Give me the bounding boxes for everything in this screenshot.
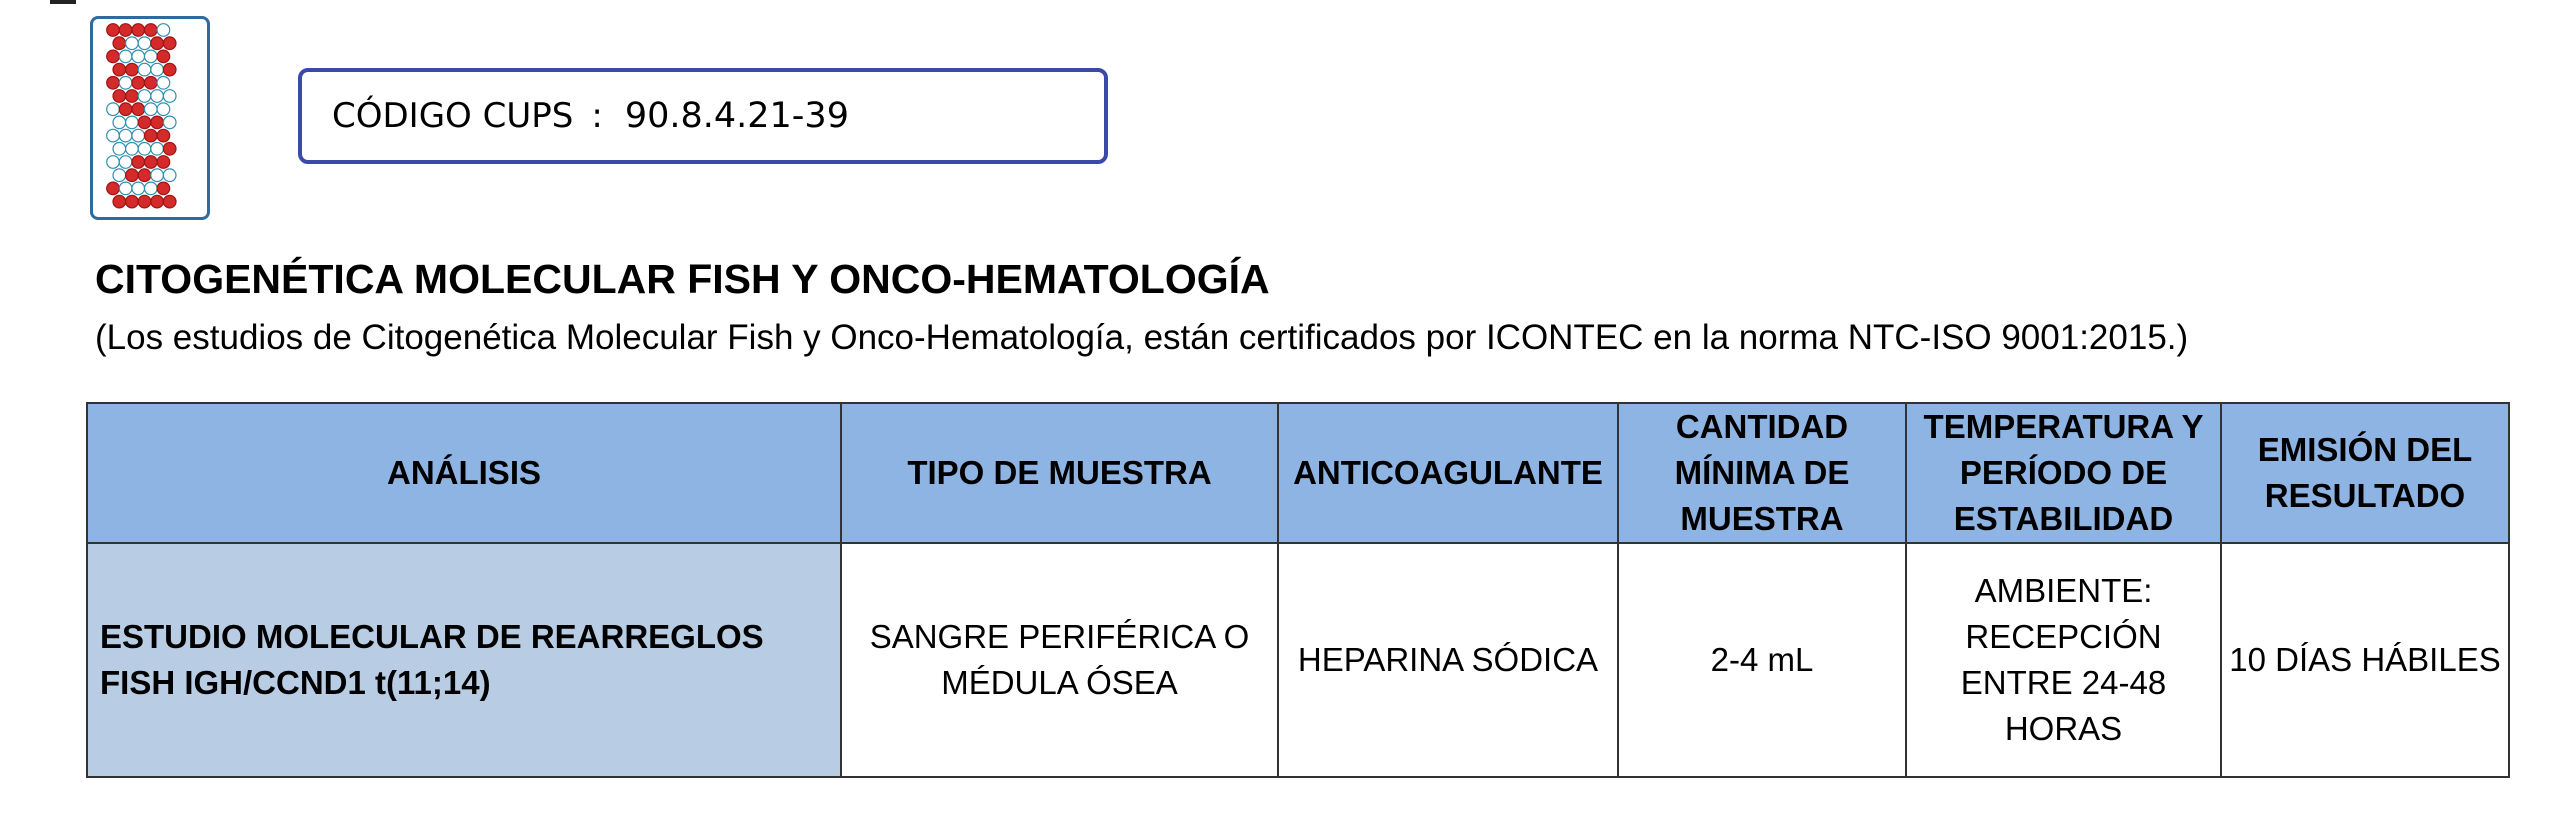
logo-dot-empty bbox=[157, 24, 170, 37]
cups-code-box bbox=[298, 68, 1108, 164]
logo-dot-filled bbox=[113, 63, 126, 76]
logo-dot-empty bbox=[163, 90, 176, 103]
logo-dot-filled bbox=[132, 24, 145, 37]
logo-dot-empty bbox=[145, 103, 158, 116]
logo-dot-empty bbox=[151, 169, 164, 182]
cell-min-quantity: 2-4 mL bbox=[1618, 543, 1906, 777]
logo-dot-empty bbox=[113, 169, 126, 182]
logo-dot-empty bbox=[107, 129, 120, 142]
logo-dot-empty bbox=[107, 103, 120, 116]
logo-dot-filled bbox=[145, 156, 158, 169]
cell-analysis: ESTUDIO MOLECULAR DE REARREGLOS FISH IGH/CCND1 t(11;14) bbox=[87, 543, 841, 777]
logo-dot-filled bbox=[107, 50, 120, 63]
page-title: CITOGENÉTICA MOLECULAR FISH Y ONCO-HEMATOLOGÍA bbox=[95, 256, 1270, 302]
logo-dot-filled bbox=[126, 90, 139, 103]
logo-dot-filled bbox=[157, 156, 170, 169]
logo-dot-empty bbox=[145, 50, 158, 63]
header-min-quantity: CANTIDAD MÍNIMA DE MUESTRA bbox=[1618, 403, 1906, 543]
logo-dot-filled bbox=[157, 50, 170, 63]
logo-dot-empty bbox=[107, 156, 120, 169]
logo-dot-empty bbox=[138, 90, 151, 103]
logo-dot-empty bbox=[132, 129, 145, 142]
logo-dot-filled bbox=[151, 195, 164, 208]
logo-dot-empty bbox=[126, 116, 139, 129]
cell-temperature-stability: AMBIENTE: RECEPCIÓN ENTRE 24-48 HORAS bbox=[1906, 543, 2221, 777]
logo-dot-filled bbox=[151, 116, 164, 129]
logo-dot-empty bbox=[163, 169, 176, 182]
logo-dot-empty bbox=[119, 77, 132, 90]
header-analysis: ANÁLISIS bbox=[87, 403, 841, 543]
logo-dot-filled bbox=[119, 103, 132, 116]
logo-dot-filled bbox=[132, 77, 145, 90]
logo-dot-empty bbox=[132, 182, 145, 195]
logo-dot-filled bbox=[138, 195, 151, 208]
logo-dot-filled bbox=[113, 90, 126, 103]
cups-label: CÓDIGO CUPS bbox=[332, 96, 574, 136]
logo-dot-filled bbox=[113, 37, 126, 50]
logo-dot-empty bbox=[126, 37, 139, 50]
logo-dot-filled bbox=[145, 24, 158, 37]
logo-dot-filled bbox=[107, 182, 120, 195]
logo-dot-empty bbox=[132, 50, 145, 63]
logo-dot-empty bbox=[151, 90, 164, 103]
logo-dot-filled bbox=[157, 182, 170, 195]
logo-dot-empty bbox=[119, 129, 132, 142]
header-sample-type: TIPO DE MUESTRA bbox=[841, 403, 1278, 543]
logo-dot-filled bbox=[113, 195, 126, 208]
logo-dot-empty bbox=[157, 77, 170, 90]
logo-dot-empty bbox=[138, 143, 151, 156]
header-anticoagulant: ANTICOAGULANTE bbox=[1278, 403, 1618, 543]
lab-logo-icon bbox=[90, 16, 210, 220]
logo-dot-empty bbox=[157, 103, 170, 116]
logo-dot-filled bbox=[157, 129, 170, 142]
logo-dot-filled bbox=[151, 37, 164, 50]
logo-dot-empty bbox=[119, 50, 132, 63]
logo-dot-filled bbox=[126, 195, 139, 208]
logo-dot-empty bbox=[119, 156, 132, 169]
cell-sample-type: SANGRE PERIFÉRICA O MÉDULA ÓSEA bbox=[841, 543, 1278, 777]
logo-dot-filled bbox=[145, 129, 158, 142]
page-subtitle: (Los estudios de Citogenética Molecular Fish y Onco-Hematología, están certificados por ICONTEC en la norma NTC-ISO 9001:2015.) bbox=[95, 318, 2189, 357]
dot-grid-icon bbox=[93, 19, 207, 217]
logo-dot-empty bbox=[145, 182, 158, 195]
table-header-row bbox=[87, 403, 2509, 543]
logo-dot-empty bbox=[151, 143, 164, 156]
logo-dot-filled bbox=[119, 24, 132, 37]
logo-dot-empty bbox=[138, 63, 151, 76]
logo-dot-filled bbox=[132, 156, 145, 169]
cups-code: 90.8.4.21-39 bbox=[624, 96, 849, 136]
logo-dot-empty bbox=[119, 182, 132, 195]
logo-dot-empty bbox=[113, 143, 126, 156]
logo-dot-filled bbox=[126, 63, 139, 76]
cell-anticoagulant: HEPARINA SÓDICA bbox=[1278, 543, 1618, 777]
logo-dot-empty bbox=[126, 143, 139, 156]
logo-dot-filled bbox=[163, 37, 176, 50]
logo-dot-empty bbox=[113, 116, 126, 129]
header-result-emission: EMISIÓN DEL RESULTADO bbox=[2221, 403, 2509, 543]
logo-dot-filled bbox=[132, 103, 145, 116]
analysis-table bbox=[86, 402, 2510, 778]
logo-dot-empty bbox=[151, 63, 164, 76]
logo-dot-filled bbox=[107, 24, 120, 37]
logo-dot-filled bbox=[126, 169, 139, 182]
logo-dot-filled bbox=[107, 77, 120, 90]
logo-dot-filled bbox=[163, 63, 176, 76]
table-row bbox=[87, 543, 2509, 777]
logo-dot-empty bbox=[163, 116, 176, 129]
logo-dot-empty bbox=[138, 37, 151, 50]
cups-separator: : bbox=[591, 96, 603, 136]
logo-dot-filled bbox=[145, 77, 158, 90]
logo-dot-filled bbox=[138, 116, 151, 129]
cell-result-emission: 10 DÍAS HÁBILES bbox=[2221, 543, 2509, 777]
header-temperature-stability: TEMPERATURA Y PERÍODO DE ESTABILIDAD bbox=[1906, 403, 2221, 543]
logo-dot-filled bbox=[138, 169, 151, 182]
logo-dot-filled bbox=[163, 143, 176, 156]
logo-dot-filled bbox=[163, 195, 176, 208]
corner-mark bbox=[50, 0, 76, 4]
